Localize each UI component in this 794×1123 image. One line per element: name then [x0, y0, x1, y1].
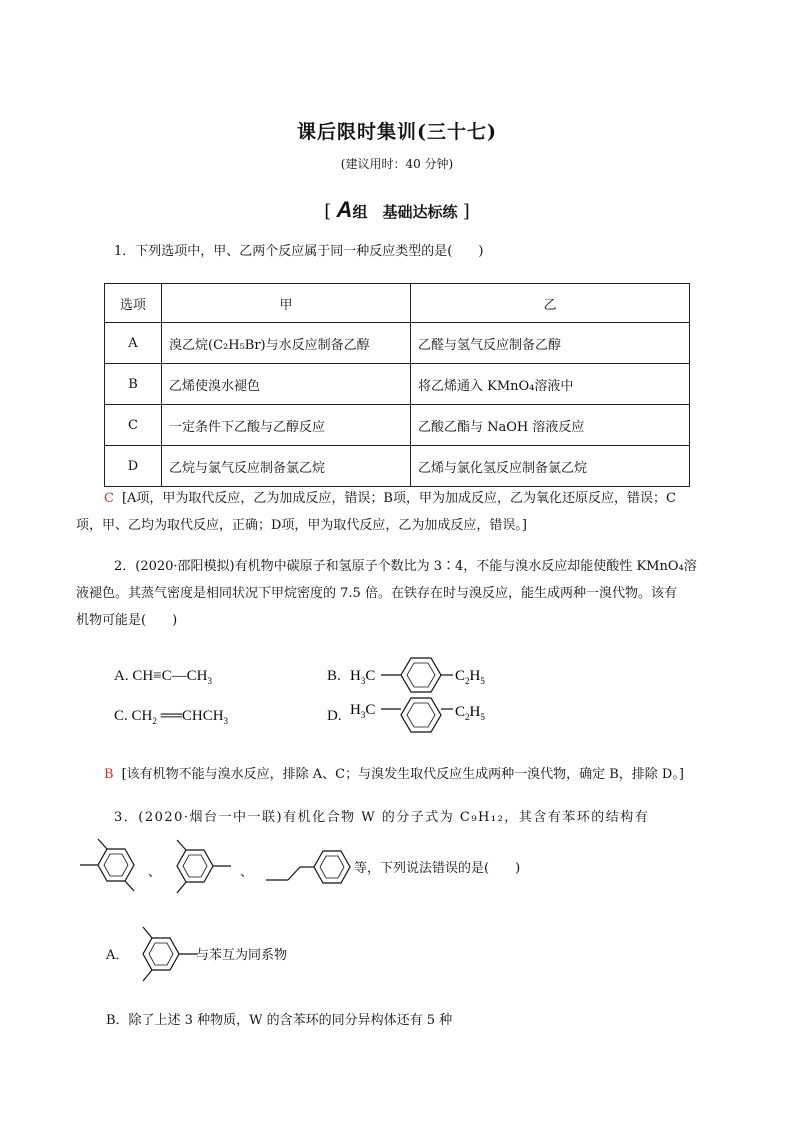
q2-line2: 液褪色。其蒸气密度是相同状况下甲烷密度的 7.5 倍。在铁存在时与溴反应，能生成两种一溴代物。该有 [76, 586, 677, 601]
q2-line3: 机物可能是( ) [76, 613, 178, 628]
table-row [105, 405, 690, 446]
answer-letter: B [104, 767, 114, 782]
q1-table [104, 283, 690, 487]
table-cell: A [105, 323, 162, 364]
group-label: 组 基础达标练 [352, 203, 458, 221]
option-formula: $CH_2$ $══CHCH_3$ [131, 708, 229, 726]
table-cell: 将乙烯通入 KMnO₄溶液中 [411, 364, 690, 405]
q3-option-b: B．除了上述 3 种物质，W 的含苯环的同分异构体还有 5 种 [106, 1013, 453, 1028]
q2-option-a [114, 668, 212, 686]
table-cell: 乙烯与氯化氢反应制备氯乙烷 [411, 446, 690, 487]
answer-text: [该有机物不能与溴水反应，排除 A、C；与溴发生取代反应生成两种一溴代物，确定 B，排除 D。] [121, 767, 684, 782]
table-cell: 一定条件下乙酸与乙醇反应 [162, 405, 411, 446]
table-cell: D [105, 446, 162, 487]
page-title: 课后限时集训(三十七) [297, 121, 497, 143]
q3-tail: 等，下列说法错误的是( ) [354, 861, 521, 876]
table-cell: 乙烯使溴水褪色 [162, 364, 411, 405]
svg-text:H3C: $H_3C$ [350, 702, 376, 720]
answer-letter: C [104, 491, 114, 506]
q3-line1: 3．(2020·烟台一中一联)有机化合物 W 的分子式为 C₉H₁₂，其含有苯环的结构有 [114, 810, 650, 825]
q1-stem: 1．下列选项中，甲、乙两个反应属于同一种反应类型的是( ) [114, 244, 484, 259]
answer-text: [A项，甲为取代反应，乙为加成反应，错误；B项，甲为加成反应，乙为氧化还原反应，错误；C [121, 491, 676, 506]
table-row [105, 364, 690, 405]
table-cell: 乙烷与氯气反应制备氯乙烷 [162, 446, 411, 487]
q3-structure-2 [166, 838, 236, 896]
q2-option-d-label: D. [327, 708, 342, 724]
table-row [105, 323, 690, 364]
q2-option-c [114, 708, 228, 726]
q3-option-a-structure [130, 924, 202, 984]
q2-answer [104, 762, 684, 788]
q3-option-a-label: A． [106, 948, 129, 963]
table-row [105, 446, 690, 487]
bracket-right: ] [462, 201, 470, 222]
q3-separator-1: 、 [148, 865, 162, 880]
option-formula: $CH\equiv C—CH_3$ [132, 668, 212, 686]
q3-option-a-text: 与苯互为同系物 [196, 948, 288, 963]
q2-line1: 2．(2020·邵阳模拟)有机物中碳原子和氢原子个数比为 3∶4，不能与溴水反应却能使酸性 KMnO₄溶 [114, 559, 697, 574]
svg-text:C2H5: $C_2H_5$ [455, 704, 485, 722]
q1-answer-line2: 项，甲、乙均为取代反应，正确；D项，甲为取代反应，乙为加成反应，错误。] [76, 518, 527, 533]
table-header-cell: 甲 [162, 284, 411, 323]
table-cell: 乙醛与氢气反应制备乙醇 [411, 323, 690, 364]
table-cell: 溴乙烷(C₂H₅Br)与水反应制备乙醇 [162, 323, 411, 364]
svg-text:H3C: $H_3C$ [350, 668, 376, 686]
table-header-cell: 选项 [105, 284, 162, 323]
q3-separator-2: 、 [240, 865, 254, 880]
bracket-left: [ [324, 201, 332, 222]
group-heading [0, 197, 794, 223]
option-label: C. [114, 708, 128, 724]
table-header-row [105, 284, 690, 323]
q1-answer-line1 [104, 486, 676, 512]
table-cell: 乙酸乙酯与 NaOH 溶液反应 [411, 405, 690, 446]
table-header-cell: 乙 [411, 284, 690, 323]
q2-option-b-label: B. [327, 668, 341, 684]
option-label: A. [114, 668, 129, 684]
table-cell: C [105, 405, 162, 446]
q3-structure-3 [264, 846, 354, 888]
q3-structure-1 [76, 838, 146, 892]
time-note: (建议用时：40 分钟) [340, 157, 454, 171]
svg-text:C2H5: $C_2H_5$ [455, 668, 485, 686]
q2-option-d-structure [345, 692, 505, 740]
table-cell: B [105, 364, 162, 405]
group-letter: A [336, 197, 353, 222]
